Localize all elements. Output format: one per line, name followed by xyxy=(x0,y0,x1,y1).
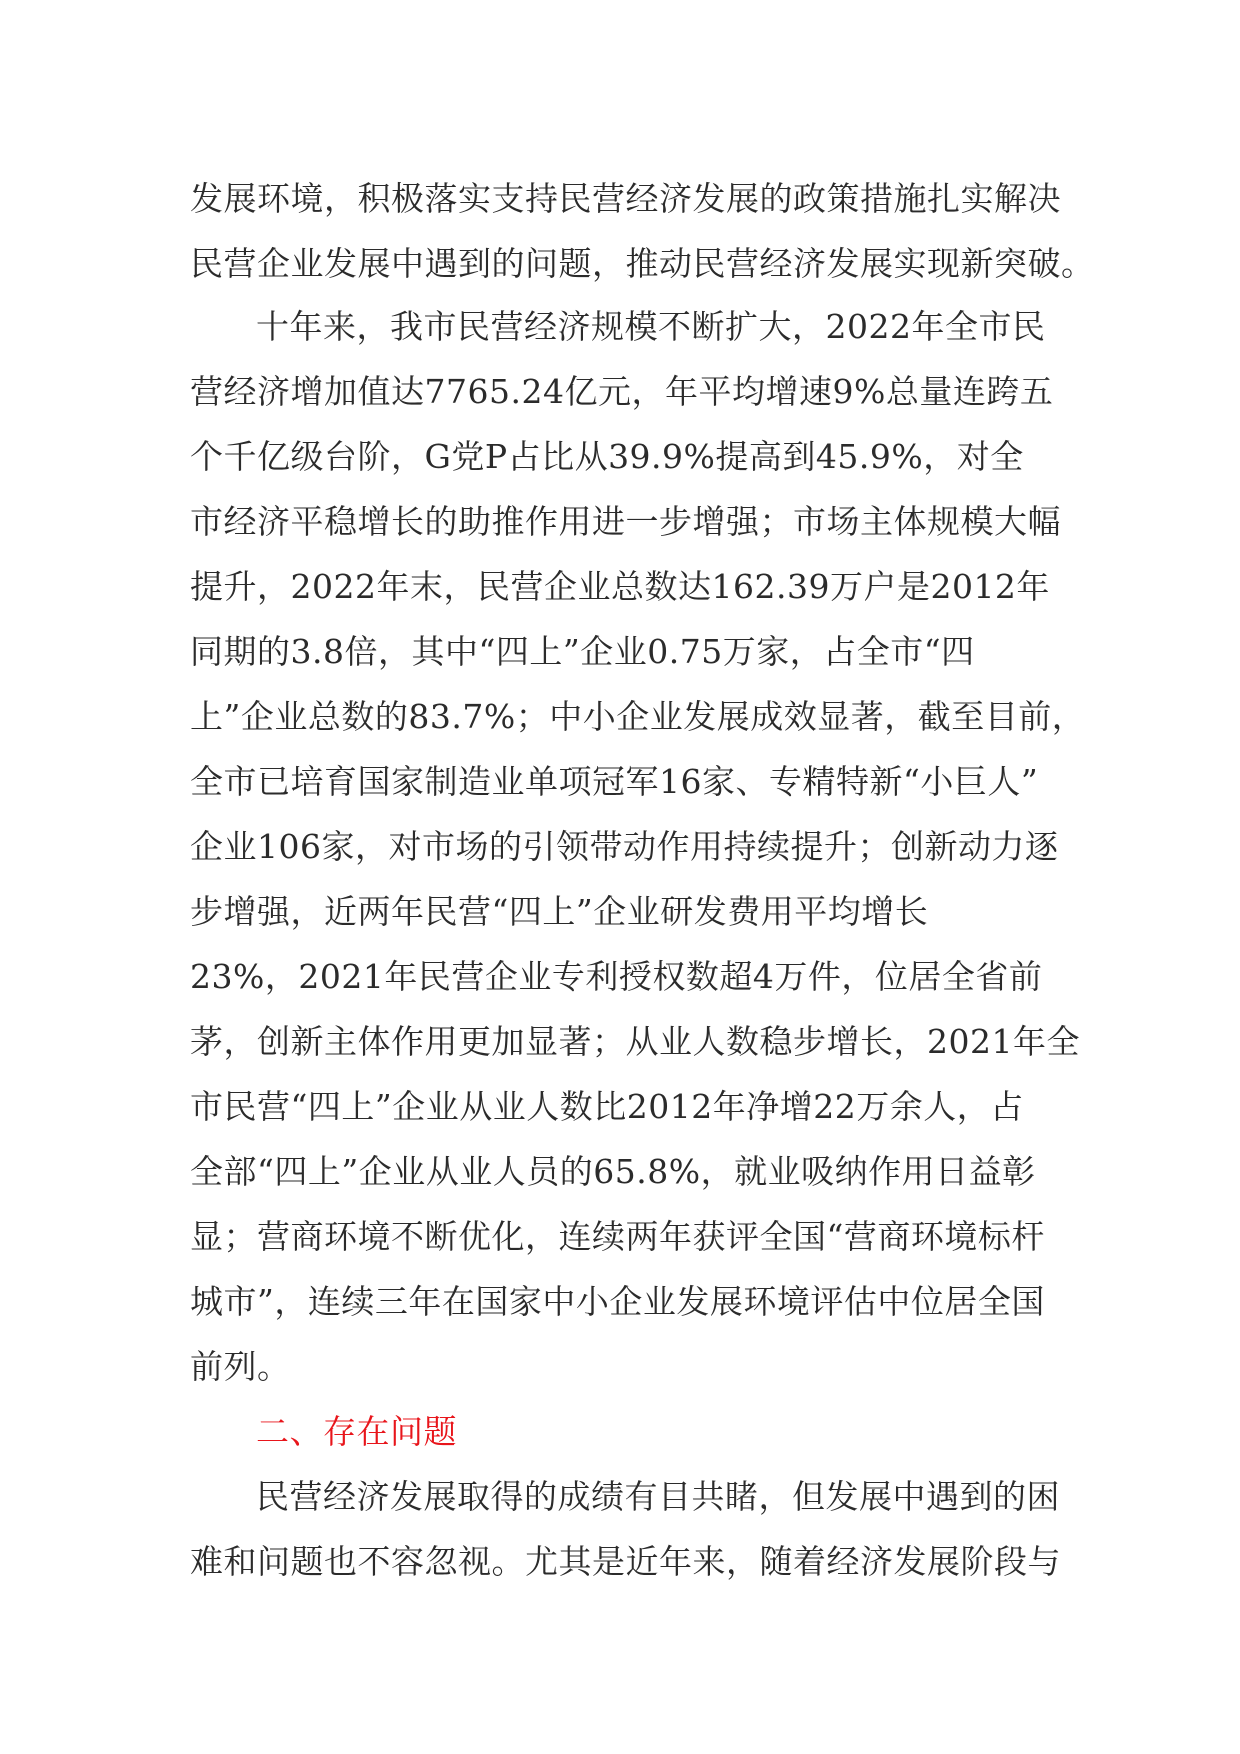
text-line: 营经济增加值达7765.24亿元，年平均增速9%总量连跨五 xyxy=(190,372,1054,411)
text-line: 市民营“四上”企业从业人数比2012年净增22万余人，占 xyxy=(190,1087,1024,1126)
text-line: 民营企业发展中遇到的问题，推动民营经济发展实现新突破。 xyxy=(190,244,1095,283)
paragraph-start-line: 十年来，我市民营经济规模不断扩大，2022年全市民 xyxy=(256,307,1046,346)
text-line: 发展环境，积极落实支持民营经济发展的政策措施扎实解决 xyxy=(190,179,1061,218)
text-line: 23%，2021年民营企业专利授权数超4万件，位居全省前 xyxy=(190,957,1043,996)
text-line: 同期的3.8倍，其中“四上”企业0.75万家，占全市“四 xyxy=(190,632,975,671)
section-heading: 二、存在问题 xyxy=(256,1412,457,1451)
text-line: 企业106家，对市场的引领带动作用持续提升；创新动力逐 xyxy=(190,827,1059,866)
text-line: 全市已培育国家制造业单项冠军16家、专精特新“小巨人” xyxy=(190,762,1039,801)
text-line: 上”企业总数的83.7%；中小企业发展成效显著，截至目前， xyxy=(190,697,1086,736)
text-line: 难和问题也不容忽视。尤其是近年来，随着经济发展阶段与 xyxy=(190,1542,1061,1581)
text-line: 全部“四上”企业从业人员的65.8%，就业吸纳作用日益彰 xyxy=(190,1152,1036,1191)
text-line: 提升，2022年末，民营企业总数达162.39万户是2012年 xyxy=(190,567,1050,606)
text-line: 前列。 xyxy=(190,1347,291,1386)
text-line: 步增强，近两年民营“四上”企业研发费用平均增长 xyxy=(190,892,929,931)
text-line: 个千亿级台阶，G党P占比从39.9%提高到45.9%，对全 xyxy=(190,437,1024,476)
text-line: 市经济平稳增长的助推作用进一步增强；市场主体规模大幅 xyxy=(190,502,1061,541)
paragraph-start-line: 民营经济发展取得的成绩有目共睹，但发展中遇到的困 xyxy=(256,1477,1060,1516)
text-line: 城市”，连续三年在国家中小企业发展环境评估中位居全国 xyxy=(190,1282,1045,1321)
text-line: 显；营商环境不断优化，连续两年获评全国“营商环境标杆 xyxy=(190,1217,1045,1256)
text-line: 茅，创新主体作用更加显著；从业人数稳步增长，2021年全 xyxy=(190,1022,1080,1061)
